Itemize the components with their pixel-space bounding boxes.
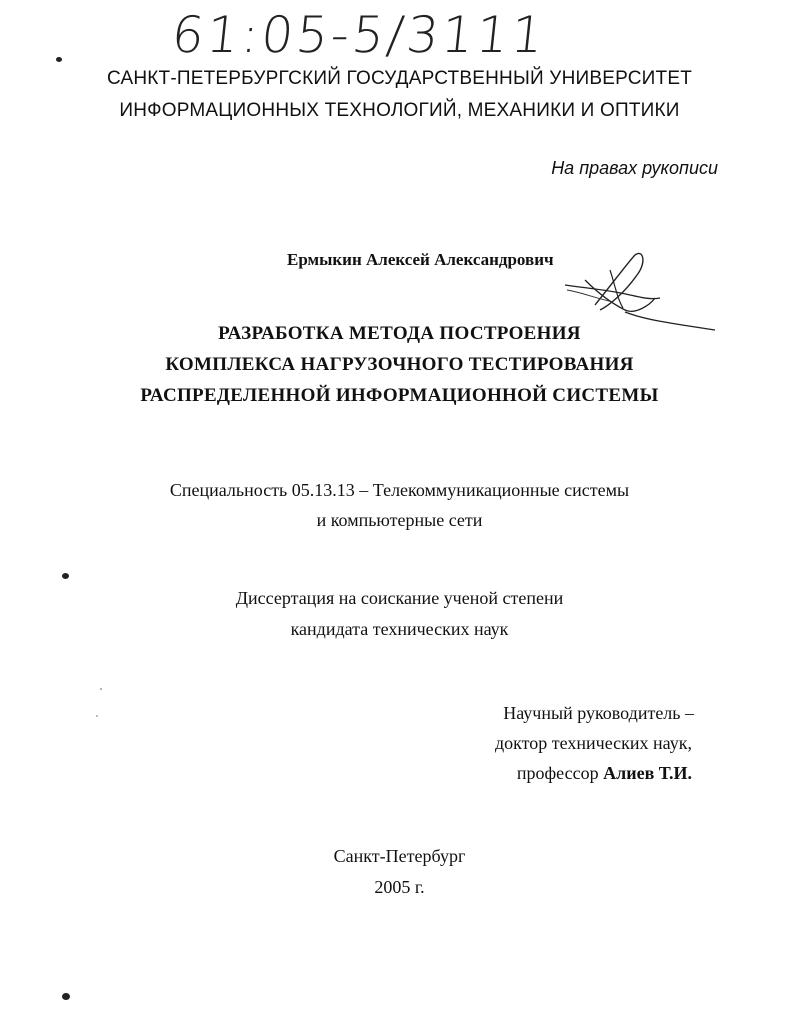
supervisor-title	[517, 763, 692, 784]
scan-speck	[96, 715, 98, 717]
title-line-3: РАСПРЕДЕЛЕННОЙ ИНФОРМАЦИОННОЙ СИСТЕМЫ	[140, 385, 659, 406]
city: Санкт-Петербург	[333, 846, 466, 866]
university-name-line-1: САНКТ-ПЕТЕРБУРГСКИЙ ГОСУДАРСТВЕННЫЙ УНИВЕРСИТЕТ	[106, 68, 693, 89]
archive-number: 61:05-5/3111	[168, 6, 550, 64]
supervisor-rank: профессор	[516, 763, 599, 783]
title-line-2: КОМПЛЕКСА НАГРУЗОЧНОГО ТЕСТИРОВАНИЯ	[165, 354, 634, 375]
scan-speck	[56, 57, 62, 62]
degree-line-1: Диссертация на соискание ученой степени	[235, 588, 564, 608]
title-line-1: РАЗРАБОТКА МЕТОДА ПОСТРОЕНИЯ	[218, 323, 581, 344]
scan-speck	[100, 688, 102, 690]
supervisor-name: Алиев Т.И.	[603, 763, 692, 783]
specialty-line-1: Специальность 05.13.13 – Телекоммуникационные системы	[169, 480, 630, 500]
degree-line-2: кандидата технических наук	[290, 619, 509, 639]
year: 2005 г.	[374, 877, 425, 897]
supervisor-degree: доктор технических наук,	[495, 733, 692, 753]
specialty-line-2: и компьютерные сети	[316, 510, 483, 530]
supervisor-label: Научный руководитель –	[503, 703, 694, 723]
university-name-line-2: ИНФОРМАЦИОННЫХ ТЕХНОЛОГИЙ, МЕХАНИКИ И ОПТИКИ	[119, 100, 680, 121]
author-name: Ермыкин Алексей Александрович	[287, 250, 554, 269]
scan-speck	[62, 573, 69, 579]
manuscript-rights-note: На правах рукописи	[551, 158, 718, 178]
scan-speck	[62, 993, 70, 1000]
